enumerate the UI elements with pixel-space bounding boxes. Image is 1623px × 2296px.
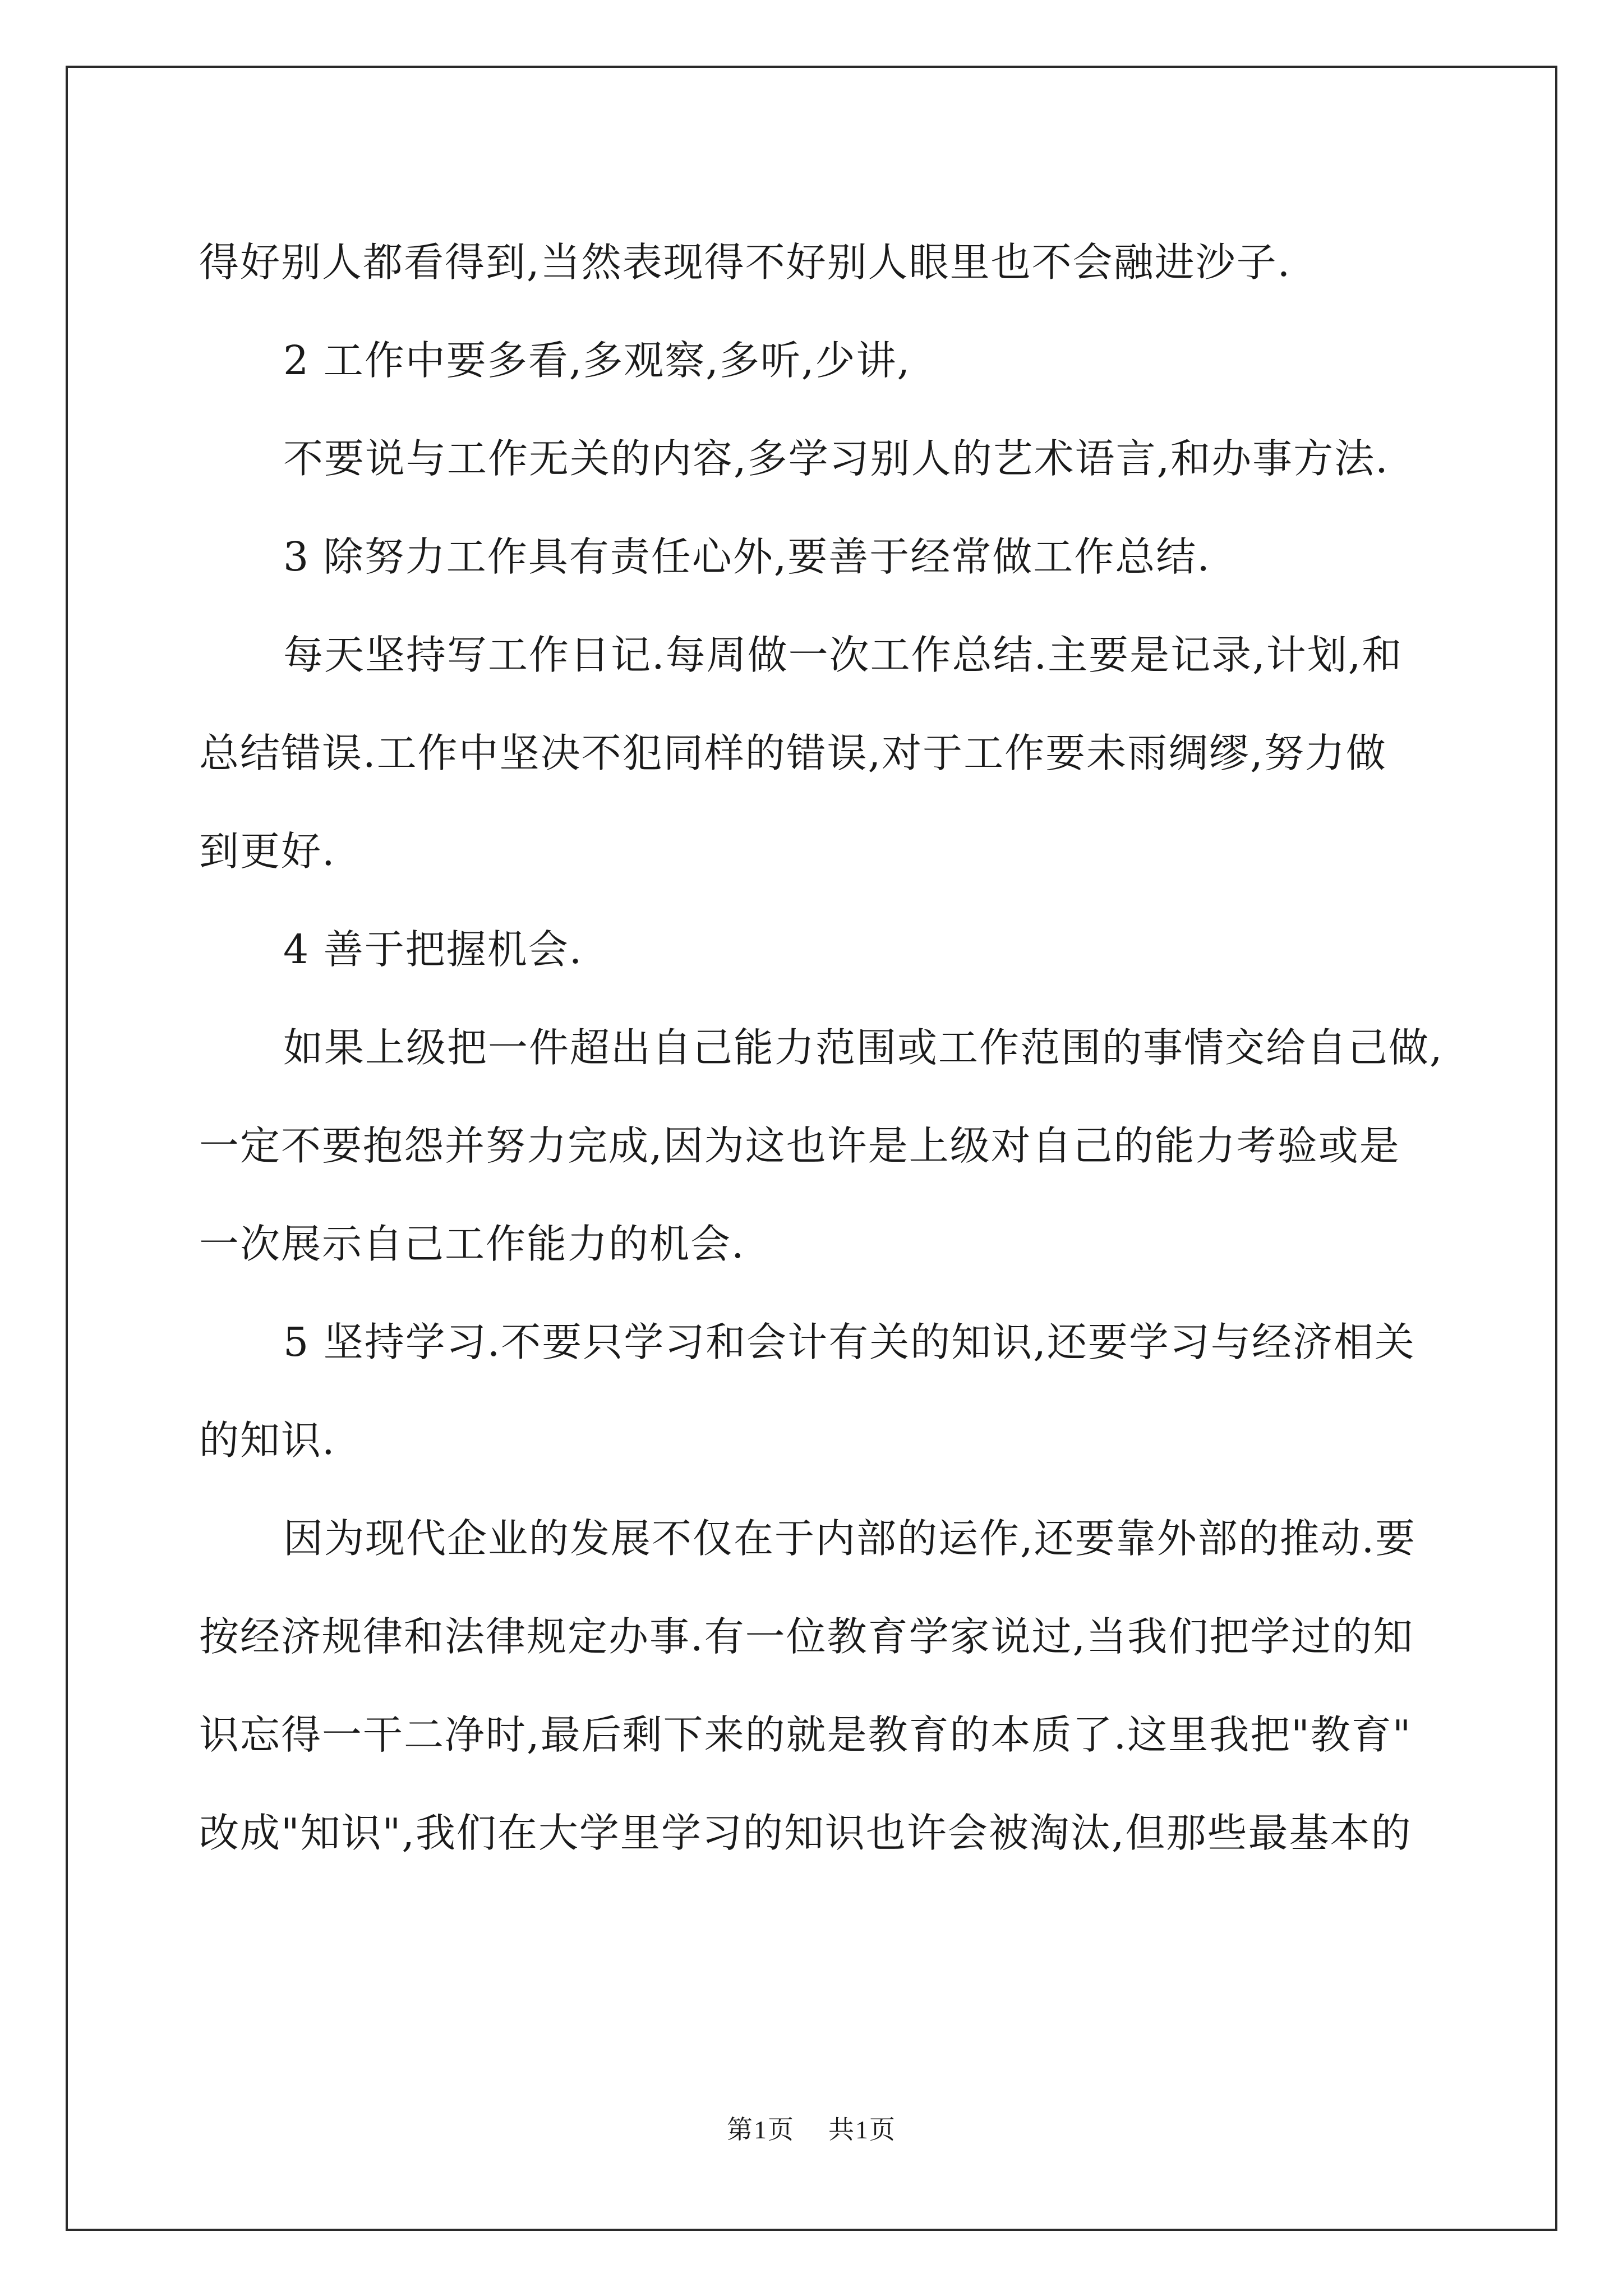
body-line: 一次展示自己工作能力的机会. [199, 1221, 745, 1267]
body-line: 按经济规律和法律规定办事.有一位教育学家说过,当我们把学过的知 [199, 1613, 1414, 1660]
body-line: 2 工作中要多看,多观察,多听,少讲, [283, 337, 911, 384]
page-footer [0, 2109, 1623, 2146]
body-line: 5 坚持学习.不要只学习和会计有关的知识,还要学习与经济相关 [283, 1319, 1415, 1365]
page-total: 共1页 [828, 2115, 896, 2144]
body-line: 的知识. [199, 1417, 336, 1464]
body-line: 识忘得一干二净时,最后剩下来的就是教育的本质了.这里我把"教育" [199, 1711, 1412, 1758]
body-line: 如果上级把一件超出自己能力范围或工作范围的事情交给自己做, [283, 1024, 1444, 1071]
body-line: 得好别人都看得到,当然表现得不好别人眼里也不会融进沙子. [199, 239, 1292, 286]
body-line: 总结错误.工作中坚决不犯同样的错误,对于工作要未雨绸缪,努力做 [199, 730, 1387, 776]
body-line: 每天坚持写工作日记.每周做一次工作总结.主要是记录,计划,和 [283, 632, 1403, 678]
page-number: 第1页 [727, 2115, 795, 2144]
body-line: 因为现代企业的发展不仅在于内部的运作,还要靠外部的推动.要 [283, 1515, 1417, 1562]
body-line: 不要说与工作无关的内容,多学习别人的艺术语言,和办事方法. [283, 435, 1389, 482]
body-line: 到更好. [199, 828, 336, 875]
document-body [199, 213, 1450, 1882]
body-line: 3 除努力工作具有责任心外,要善于经常做工作总结. [283, 533, 1211, 580]
body-line: 一定不要抱怨并努力完成,因为这也许是上级对自己的能力考验或是 [199, 1122, 1400, 1169]
body-line: 4 善于把握机会. [283, 926, 583, 973]
body-line: 改成"知识",我们在大学里学习的知识也许会被淘汰,但那些最基本的 [199, 1810, 1412, 1856]
